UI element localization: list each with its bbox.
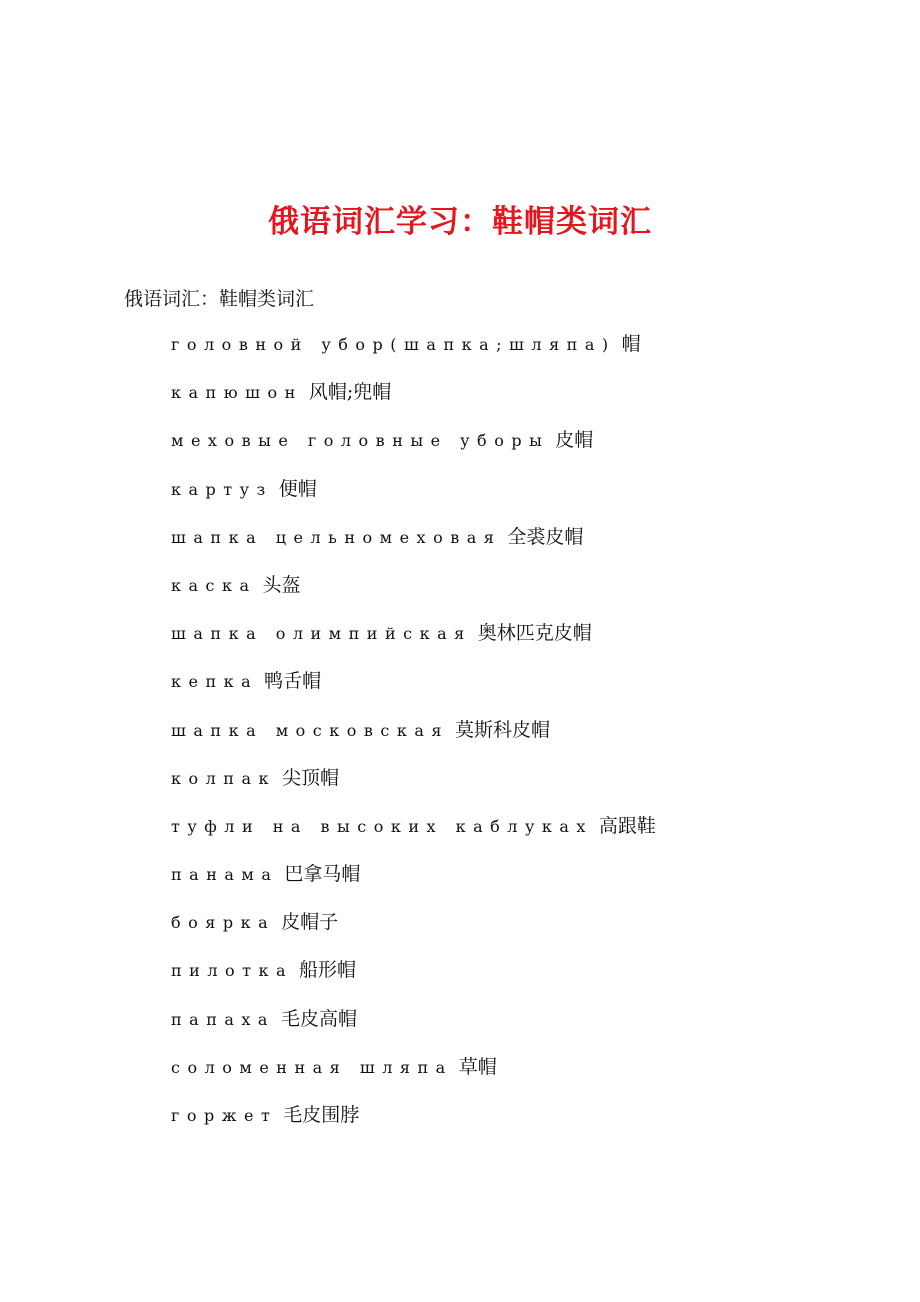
chinese-translation: 皮帽子 bbox=[281, 911, 339, 934]
chinese-translation: 奥林匹克皮帽 bbox=[477, 622, 592, 645]
russian-term: картуз bbox=[171, 479, 273, 499]
russian-term: пилотка bbox=[171, 961, 294, 981]
russian-term: шапка олимпийская bbox=[171, 624, 472, 644]
vocab-entry bbox=[171, 426, 656, 474]
chinese-translation: 皮帽 bbox=[555, 429, 594, 452]
chinese-translation: 草帽 bbox=[458, 1055, 497, 1078]
russian-term: каска bbox=[171, 575, 257, 595]
vocab-entry bbox=[171, 1005, 656, 1053]
chinese-translation: 鸭舌帽 bbox=[264, 670, 322, 693]
vocab-entry bbox=[171, 571, 656, 619]
vocabulary-list bbox=[171, 330, 656, 1149]
vocab-entry bbox=[171, 330, 656, 378]
russian-term: колпак bbox=[171, 768, 276, 788]
chinese-translation: 莫斯科皮帽 bbox=[454, 718, 550, 741]
vocab-entry bbox=[171, 523, 656, 571]
chinese-translation: 船形帽 bbox=[299, 959, 357, 982]
russian-term: капюшон bbox=[171, 383, 303, 403]
russian-term: соломенная шляпа bbox=[171, 1057, 453, 1077]
vocab-entry bbox=[171, 475, 656, 523]
russian-term: шапка московская bbox=[171, 720, 449, 740]
russian-term: туфли на высоких каблуках bbox=[171, 816, 593, 836]
chinese-translation: 便帽 bbox=[278, 477, 317, 500]
chinese-translation: 高跟鞋 bbox=[598, 814, 656, 837]
chinese-translation: 巴拿马帽 bbox=[284, 863, 361, 886]
vocab-entry bbox=[171, 667, 656, 715]
vocab-entry bbox=[171, 812, 656, 860]
russian-term: папаха bbox=[171, 1009, 275, 1029]
russian-term: меховые головные уборы bbox=[171, 431, 550, 451]
chinese-translation: 帽 bbox=[621, 333, 641, 355]
chinese-translation: 尖顶帽 bbox=[282, 766, 340, 789]
chinese-translation: 毛皮围脖 bbox=[283, 1104, 360, 1126]
chinese-translation: 风帽;兜帽 bbox=[308, 381, 392, 404]
vocab-entry bbox=[171, 1053, 656, 1101]
vocab-entry bbox=[171, 860, 656, 908]
vocab-entry bbox=[171, 956, 656, 1004]
chinese-translation: 全裘皮帽 bbox=[507, 525, 584, 548]
chinese-translation: 头盔 bbox=[262, 573, 301, 596]
russian-term: боярка bbox=[171, 913, 276, 933]
russian-term: головной убор(шапка;шляпа) bbox=[171, 335, 616, 354]
vocab-entry bbox=[171, 619, 656, 667]
chinese-translation: 毛皮高帽 bbox=[280, 1007, 357, 1030]
russian-term: шапка цельномеховая bbox=[171, 527, 502, 547]
vocab-entry bbox=[171, 1101, 656, 1149]
russian-term: горжет bbox=[171, 1106, 278, 1125]
russian-term: кепка bbox=[171, 672, 259, 692]
page-title: 俄语词汇学习：鞋帽类词汇 bbox=[268, 204, 652, 240]
section-heading: 俄语词汇：鞋帽类词汇 bbox=[124, 288, 315, 310]
vocab-entry bbox=[171, 378, 656, 426]
vocab-entry bbox=[171, 716, 656, 764]
vocab-entry bbox=[171, 764, 656, 812]
vocab-entry bbox=[171, 908, 656, 956]
russian-term: панама bbox=[171, 865, 279, 885]
